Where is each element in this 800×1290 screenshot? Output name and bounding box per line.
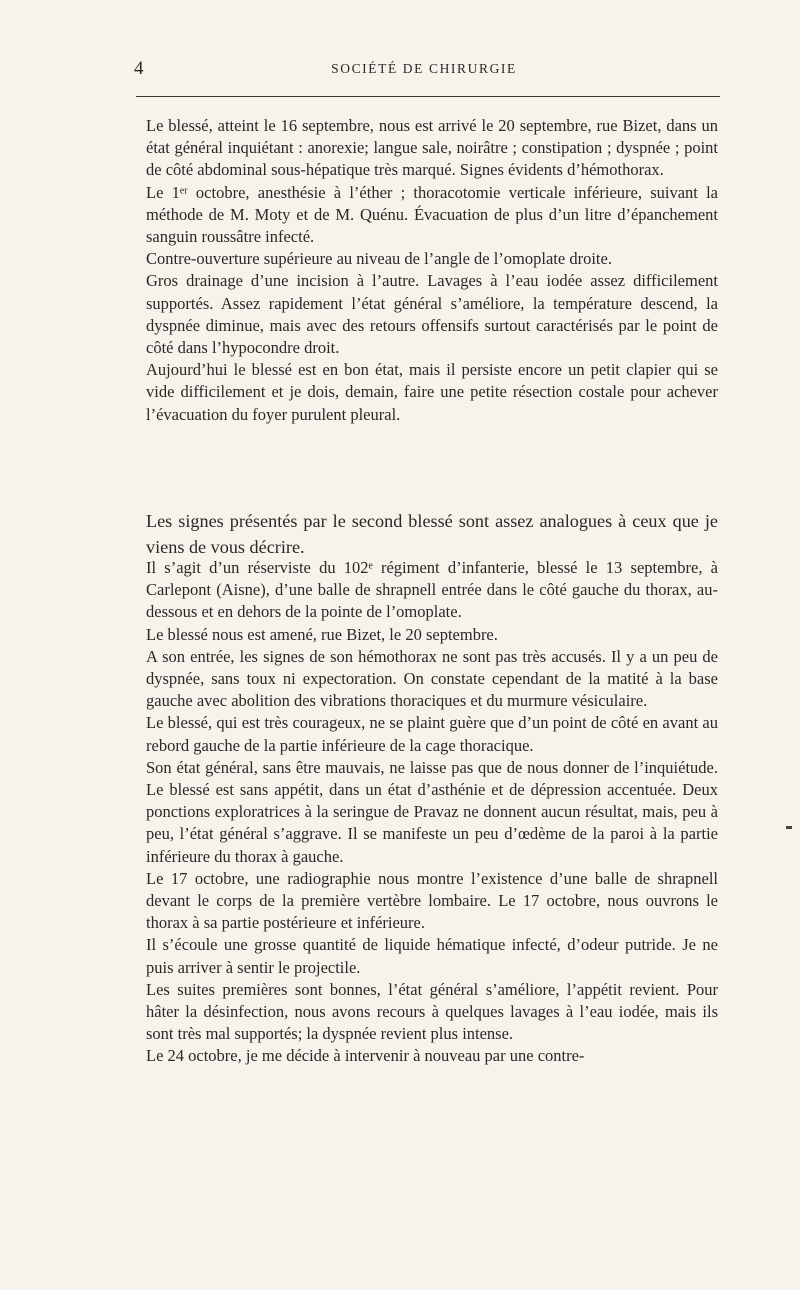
paragraph: Contre-ouverture supérieure au niveau de l’angle de l’omoplate droite. <box>146 249 612 269</box>
paragraph: Le 1ᵉʳ octobre, anesthésie à l’éther ; thoracotomie verticale inférieure, suivant la méthode de M. Moty et de M. Quénu. Évacuation de plus d’un litre d’épanchement sanguin roussâtre infecté. <box>146 182 718 247</box>
paragraph: Le 17 octobre, une radiographie nous montre l’existence d’une balle de shrapnell devant le corps de la première vertèbre lombaire. Le 17 octobre, nous ouvrons le thorax à sa partie postérieure et inférieure. <box>146 868 718 933</box>
paragraph: Le 24 octobre, je me décide à intervenir à nouveau par une contre- <box>146 1046 585 1066</box>
paragraph: Aujourd’hui le blessé est en bon état, mais il persiste encore un petit clapier qui se vide difficilement et je dois, demain, faire une petite résection costale pour achever l’évacuation du foyer purulent pleural. <box>146 360 718 424</box>
margin-mark <box>786 826 792 829</box>
highlight-sentence: Les signes présentés par le second blessé sont assez analogues à ceux que je viens de vous décrire. <box>146 511 718 558</box>
page-header <box>128 58 720 86</box>
top-text-block <box>146 115 718 426</box>
paragraph: A son entrée, les signes de son hémothorax ne sont pas très accusés. Il y a un peu de dyspnée, sans toux ni expectoration. On constate cependant de la matité à la base gauche avec abolition des vibrations thoraciques et du murmure vésiculaire. <box>146 646 718 711</box>
paragraph: Il s’écoule une grosse quantité de liquide hématique infecté, d’odeur putride. Je ne puis arriver à sentir le projectile. <box>146 935 718 977</box>
paragraph: Gros drainage d’une incision à l’autre. Lavages à l’eau iodée assez difficilement supportés. Assez rapidement l’état général s’améliore, la température descend, la dyspnée diminue, mais avec des retours offensifs surtout caractérisés par le point de côté dans l’hypocondre droit. <box>146 271 718 358</box>
paragraph: Il s’agit d’un réserviste du 102ᵉ régiment d’infanterie, blessé le 13 septembre, à Carlepont (Aisne), d’une balle de shrapnell entrée dans le côté gauche du thorax, au-dessous et en dehors de la pointe de l’omoplate. <box>146 558 718 622</box>
header-rule <box>136 96 720 97</box>
page-number: 4 <box>134 58 144 79</box>
paragraph: Son état général, sans être mauvais, ne laisse pas que de nous donner de l’inquiétude. Le blessé est sans appétit, dans un état d’asthénie et de dépression accentuée. Deux ponctions exploratrices à la seringue de Pravaz ne donnent aucun résultat, mais, peu à peu, l’état général s’aggrave. Il se manifeste un peu d’œdème de la paroi à la partie inférieure du thorax à gauche. <box>146 757 718 866</box>
paragraph: Le blessé, atteint le 16 septembre, nous est arrivé le 20 septembre, rue Bizet, dans un état général inquiétant : anorexie; langue sale, noirâtre ; constipation ; dyspnée ; point de côté abdominal sous-hépatique très marqué. Signes évidents d’hémothorax. <box>146 116 718 180</box>
running-head: SOCIÉTÉ DE CHIRURGIE <box>331 61 517 76</box>
paragraph: Les suites premières sont bonnes, l’état général s’améliore, l’appétit revient. Pour hâter la désinfection, nous avons recours à quelques lavages à l’eau iodée, mais ils sont très mal supportés; la dyspnée revient plus intense. <box>146 979 718 1044</box>
paragraph: Le blessé, qui est très courageux, ne se plaint guère que d’un point de côté en avant au rebord gauche de la partie inférieure de la cage thoracique. <box>146 713 718 755</box>
paragraph: Le blessé nous est amené, rue Bizet, le 20 septembre. <box>146 624 498 644</box>
bottom-text-block <box>146 557 718 1068</box>
